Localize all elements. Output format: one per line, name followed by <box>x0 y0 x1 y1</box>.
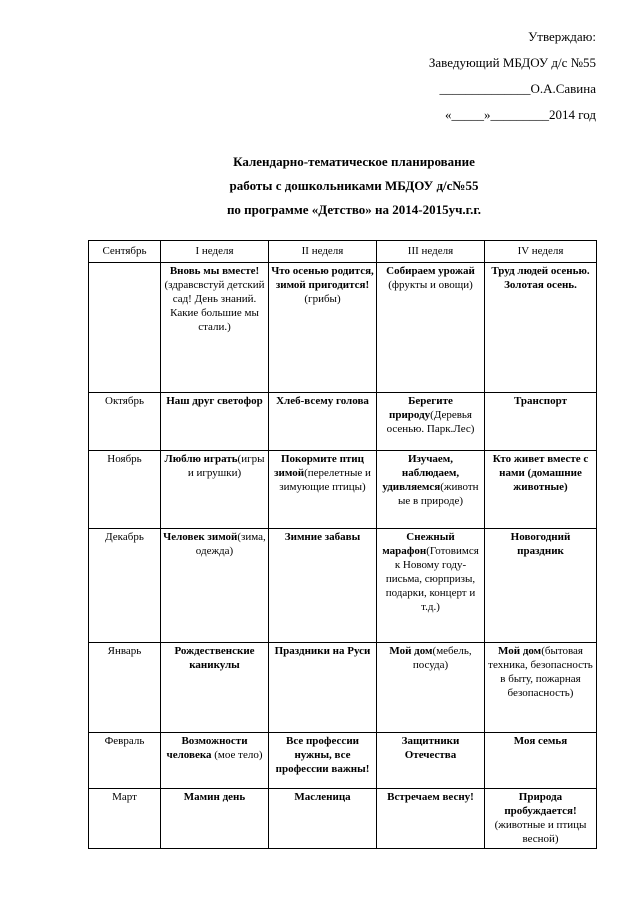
month-cell: Февраль <box>89 733 161 789</box>
week-1-cell <box>161 393 269 451</box>
week-3-cell <box>377 451 485 529</box>
topic-details: (зима, одежда) <box>195 531 266 557</box>
table-row <box>89 451 597 529</box>
topic-title: Праздники на Руси <box>274 645 371 657</box>
week-2-cell <box>269 733 377 789</box>
month-cell: Март <box>89 789 161 849</box>
header-week-3: III неделя <box>377 241 485 263</box>
document-title <box>0 154 638 226</box>
table-row <box>89 393 597 451</box>
approval-label: Утверждаю: <box>528 29 596 44</box>
week-3-cell <box>377 733 485 789</box>
topic-title: Мой дом <box>389 645 433 657</box>
header-week-2: II неделя <box>269 241 377 263</box>
topic-title: Природа пробуждается! <box>504 791 577 817</box>
approval-block <box>336 30 596 134</box>
topic-title: Покормите птиц зимой <box>274 453 364 479</box>
week-3-cell <box>377 643 485 733</box>
week-1-cell <box>161 451 269 529</box>
week-4-cell <box>485 643 597 733</box>
week-2-cell <box>269 451 377 529</box>
topic-details: (перелетные и зимующие птицы) <box>279 467 371 493</box>
week-2-cell <box>269 789 377 849</box>
planning-table <box>88 240 597 849</box>
month-cell: Октябрь <box>89 393 161 451</box>
topic-details: (игры и игрушки) <box>187 453 265 479</box>
approval-position: Заведующий МБДОУ д/с №55 <box>428 55 596 70</box>
topic-title: Собираем урожай <box>386 265 475 277</box>
topic-title: Моя семья <box>513 735 568 747</box>
week-1-cell <box>161 733 269 789</box>
topic-title: Транспорт <box>514 395 567 407</box>
title-line-2: работы с дошкольниками МБДОУ д/с№55 <box>229 178 479 193</box>
title-line-1: Календарно-тематическое планирование <box>233 154 475 169</box>
topic-title: Зимние забавы <box>284 531 361 543</box>
topic-title: Мамин день <box>183 791 246 803</box>
topic-title: Человек зимой <box>163 531 238 543</box>
topic-title: Люблю играть <box>164 453 238 465</box>
topic-title: Труд людей осенью. Золотая осень. <box>491 265 590 291</box>
week-4-cell <box>485 733 597 789</box>
table-row <box>89 263 597 393</box>
table-row <box>89 789 597 849</box>
topic-title: Кто живет вместе с нами (домашние животные) <box>492 453 589 493</box>
topic-title: Мой дом <box>498 645 542 657</box>
week-3-cell <box>377 789 485 849</box>
topic-title: Снежный марафон <box>382 531 455 557</box>
topic-details: (Готовимся к Новому году-письма, сюрпризы, подарки, концерт и т.д.) <box>385 545 479 613</box>
week-4-cell <box>485 529 597 643</box>
topic-title: Возможности человека <box>166 735 248 761</box>
week-4-cell <box>485 789 597 849</box>
topic-details: (животные и птицы весной) <box>494 819 587 845</box>
topic-details: (животные в природе) <box>397 481 479 507</box>
title-line-3: по программе «Детство» на 2014-2015уч.г.г. <box>226 202 482 217</box>
week-1-cell <box>161 789 269 849</box>
topic-details: (бытовая техника, безопасность в быту, пожарная безопасность) <box>488 645 593 699</box>
topic-title: Новогодний праздник <box>510 531 571 557</box>
week-2-cell <box>269 393 377 451</box>
week-3-cell <box>377 529 485 643</box>
topic-title: Что осенью родится, зимой пригодится! <box>271 265 374 291</box>
topic-details: (мебель, посуда) <box>412 645 472 671</box>
topic-title: Все профессии нужны, все профессии важны! <box>275 735 370 775</box>
topic-details: (мое тело) <box>211 749 263 761</box>
week-1-cell <box>161 263 269 393</box>
topic-details: (грибы) <box>304 293 341 305</box>
topic-title: Масленица <box>294 791 351 803</box>
topic-title: Изучаем, наблюдаем, удивляемся <box>382 453 460 493</box>
table-header-row <box>89 241 597 263</box>
topic-title: Вновь мы вместе! <box>169 265 260 277</box>
topic-title: Хлеб-всему голова <box>276 395 369 407</box>
topic-details: (Деревья осенью. Парк.Лес) <box>386 409 475 435</box>
header-week-1: I неделя <box>161 241 269 263</box>
table-row <box>89 529 597 643</box>
week-2-cell <box>269 643 377 733</box>
topic-title: Наш друг светофор <box>166 395 263 407</box>
week-3-cell <box>377 393 485 451</box>
week-1-cell <box>161 643 269 733</box>
month-cell: Январь <box>89 643 161 733</box>
table-row <box>89 733 597 789</box>
topic-title: Встречаем весну! <box>387 791 474 803</box>
table-row <box>89 643 597 733</box>
week-4-cell <box>485 451 597 529</box>
topic-details: (фрукты и овощи) <box>388 279 473 291</box>
header-month: Сентябрь <box>89 241 161 263</box>
approval-date: «_____»_________2014 год <box>445 107 596 122</box>
week-3-cell <box>377 263 485 393</box>
topic-details: (здравсвстуй детский сад! День знаний. Какие большие мы стали.) <box>164 279 265 333</box>
header-week-4: IV неделя <box>485 241 597 263</box>
week-4-cell <box>485 263 597 393</box>
topic-title: Рождественские каникулы <box>174 645 255 671</box>
week-4-cell <box>485 393 597 451</box>
topic-title: Защитники Отечества <box>401 735 460 761</box>
month-cell: Ноябрь <box>89 451 161 529</box>
week-1-cell <box>161 529 269 643</box>
approval-signature: ______________О.А.Савина <box>439 81 596 96</box>
month-cell <box>89 263 161 393</box>
topic-title: Берегите природу <box>388 395 453 421</box>
week-2-cell <box>269 529 377 643</box>
month-cell: Декабрь <box>89 529 161 643</box>
week-2-cell <box>269 263 377 393</box>
